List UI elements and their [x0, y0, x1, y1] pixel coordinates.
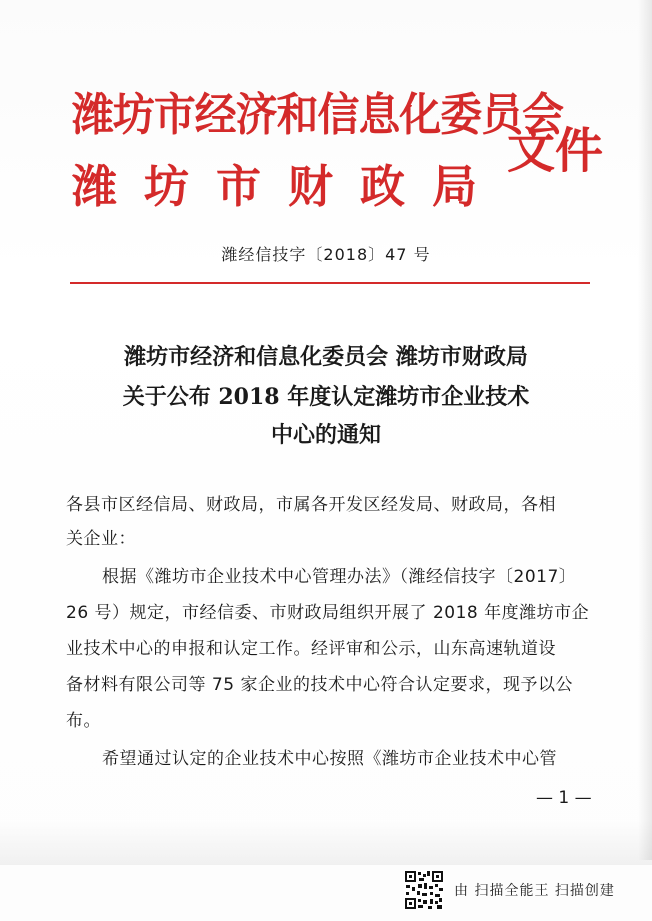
- scanner-footer-text: 由 扫描全能王 扫描创建: [454, 883, 615, 899]
- title-line-1: 潍坊市经济和信息化委员会 潍坊市财政局: [124, 344, 528, 370]
- qr-code-icon: [404, 870, 444, 910]
- body-line: 业技术中心的申报和认定工作。经评审和公示，山东高速轨道设: [66, 639, 556, 659]
- title-line-3: 中心的通知: [270, 422, 381, 448]
- page-bottom-shadow: [0, 820, 652, 865]
- body-line: 26 号）规定，市经信委、市财政局组织开展了 2018 年度潍坊市企: [66, 603, 590, 623]
- body-line: 各县市区经信局、财政局，市属各开发区经发局、财政局，各相: [66, 495, 556, 515]
- header-doc-type: 文件: [507, 123, 604, 179]
- body-line: 根据《潍坊市企业技术中心管理办法》（潍经信技字〔2017〕: [102, 567, 577, 587]
- title-line-2: 关于公布 2018 年度认定潍坊市企业技术: [122, 384, 530, 410]
- document-number: 潍经信技字〔2018〕47 号: [221, 245, 431, 264]
- scanner-footer: [404, 870, 615, 910]
- body-line: 希望通过认定的企业技术中心按照《潍坊市企业技术中心管: [102, 749, 557, 769]
- header-org-line-2: 潍坊市财政局: [72, 160, 505, 213]
- body-line: 备材料有限公司等 75 家企业的技术中心符合认定要求，现予以公: [66, 675, 573, 695]
- page-number: — 1 —: [536, 788, 592, 808]
- red-divider: [70, 282, 590, 284]
- body-line: 关企业：: [66, 529, 136, 549]
- body-line: 布。: [66, 711, 101, 731]
- header-org-line-1: 潍坊市经济和信息化委员会: [72, 88, 564, 141]
